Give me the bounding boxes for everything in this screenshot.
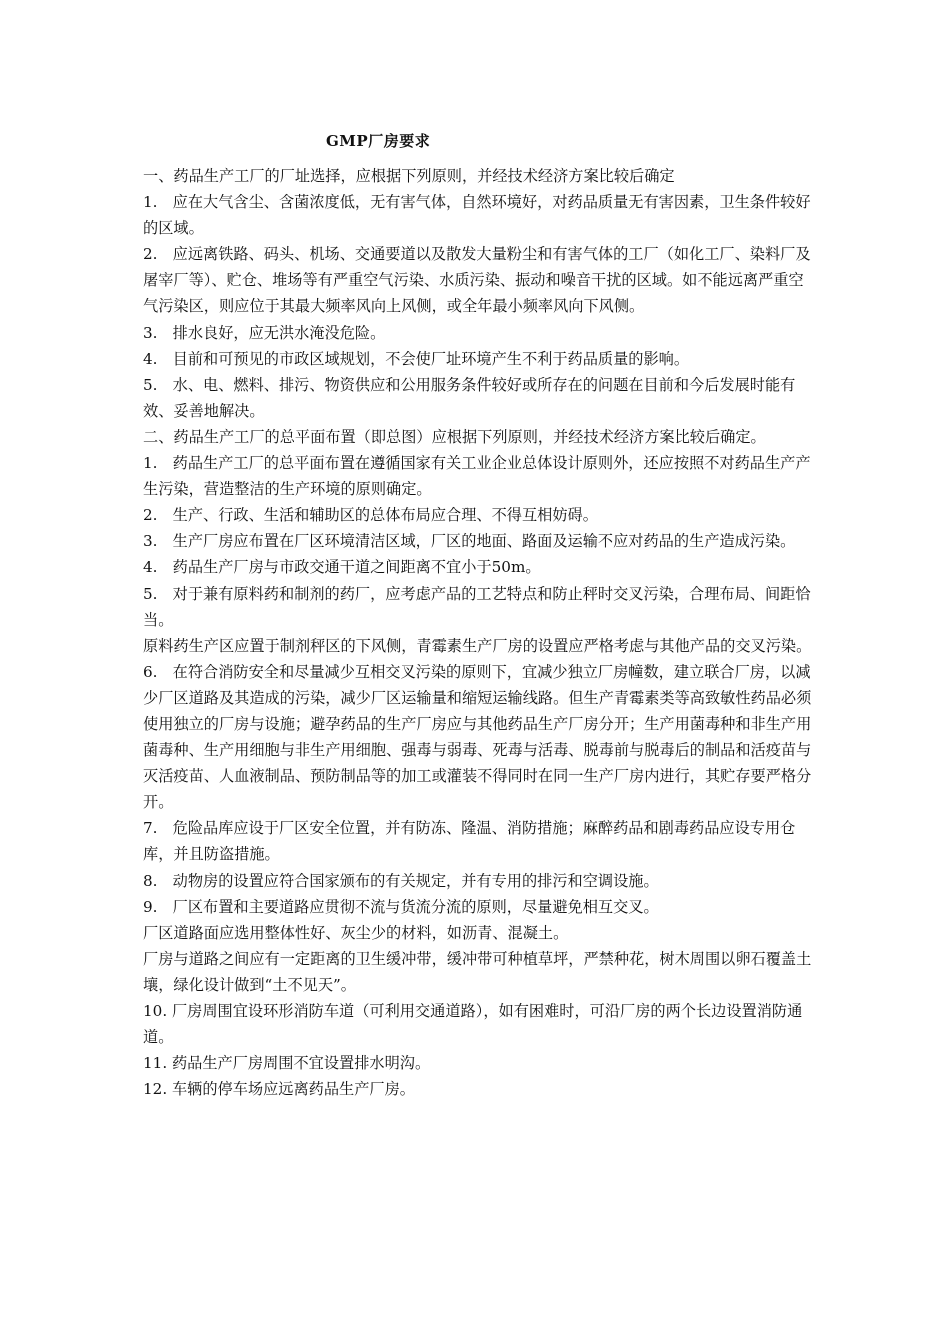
list-item: 5. 水、电、燃料、排污、物资供应和公用服务条件较好或所存在的问题在目前和今后发展时能有效、妥善地解决。 (143, 375, 796, 420)
list-item: 3. 排水良好，应无洪水淹没危险。 (143, 323, 386, 342)
list-item: 7. 危险品库应设于厂区安全位置，并有防冻、隆温、消防措施；麻醉药品和剧毒药品应设专用仓库，并且防盗措施。 (143, 819, 796, 864)
list-item: 10. 厂房周围宜设环形消防车道（可利用交通道路），如有困难时，可沿厂房的两个长边设置消防通道。 (143, 1002, 803, 1047)
list-item: 1. 应在大气含尘、含菌浓度低，无有害气体，自然环境好，对药品质量无有害因素，卫生条件较好的区域。 (143, 193, 811, 238)
section-heading-site-layout: 二、药品生产工厂的总平面布置（即总图）应根据下列原则，并经技术经济方案比较后确定。 (143, 427, 766, 446)
list-item: 9. 厂区布置和主要道路应贯彻不流与货流分流的原则，尽量避免相互交叉。 (143, 897, 659, 916)
body-paragraph: 厂区道路面应选用整体性好、灰尘少的材料，如沥青、混凝土。 (143, 923, 569, 942)
list-item: 1. 药品生产工厂的总平面布置在遵循国家有关工业企业总体设计原则外，还应按照不对药品生产产生污染，营造整洁的生产环境的原则确定。 (143, 454, 811, 499)
list-item: 2. 应远离铁路、码头、机场、交通要道以及散发大量粉尘和有害气体的工厂（如化工厂、染料厂及屠宰厂等）、贮仓、堆场等有严重空气污染、水质污染、振动和噪音干扰的区域。如不能远离严重空气污染区，则应位于其最大频率风向上风侧，或全年最小频率风向下风侧。 (143, 245, 811, 316)
list-item: 12. 车辆的停车场应远离药品生产厂房。 (143, 1080, 415, 1099)
list-item: 2. 生产、行政、生活和辅助区的总体布局应合理、不得互相妨碍。 (143, 506, 598, 525)
document-title: GMP厂房要求 (326, 132, 431, 150)
list-item: 11. 药品生产厂房周围不宜设置排水明沟。 (143, 1054, 431, 1073)
section-heading-site-selection: 一、药品生产工厂的厂址选择，应根据下列原则，并经技术经济方案比较后确定 (143, 167, 675, 185)
document-body (143, 163, 818, 1102)
list-item: 4. 药品生产厂房与市政交通干道之间距离不宜小于50m。 (143, 558, 541, 577)
body-paragraph: 原料药生产区应置于制剂秤区的下风侧，青霉素生产厂房的设置应严格考虑与其他产品的交叉污染。 (143, 636, 812, 655)
list-item: 5. 对于兼有原料药和制剂的药厂，应考虑产品的工艺特点和防止秤时交叉污染，合理布局、间距恰当。 (143, 584, 811, 629)
list-item: 6. 在符合消防安全和尽量减少互相交叉污染的原则下，宜减少独立厂房幢数，建立联合厂房，以减少厂区道路及其造成的污染，减少厂区运输量和缩短运输线路。但生产青霉素类等高致敏性药品必须使用独立的厂房与设施；避孕药品的生产厂房应与其他药品生产厂房分开；生产用菌毒种和非生产用菌毒种、生产用细胞与非生产用细胞、强毒与弱毒、死毒与活毒、脱毒前与脱毒后的制品和活疫苗与灭活疫苗、人血液制品、预防制品等的加工或灌装不得同时在同一生产厂房内进行，其贮存要严格分开。 (143, 662, 812, 812)
body-paragraph: 厂房与道路之间应有一定距离的卫生缓冲带，缓冲带可种植草坪，严禁种花，树木周围以卵石覆盖土壤，绿化设计做到“土不见天”。 (143, 949, 812, 994)
list-item: 3. 生产厂房应布置在厂区环境清洁区域，厂区的地面、路面及运输不应对药品的生产造成污染。 (143, 532, 796, 551)
list-item: 8. 动物房的设置应符合国家颁布的有关规定，并有专用的排污和空调设施。 (143, 871, 659, 890)
list-item: 4. 目前和可预见的市政区域规划，不会使厂址环境产生不利于药品质量的影响。 (143, 349, 690, 368)
